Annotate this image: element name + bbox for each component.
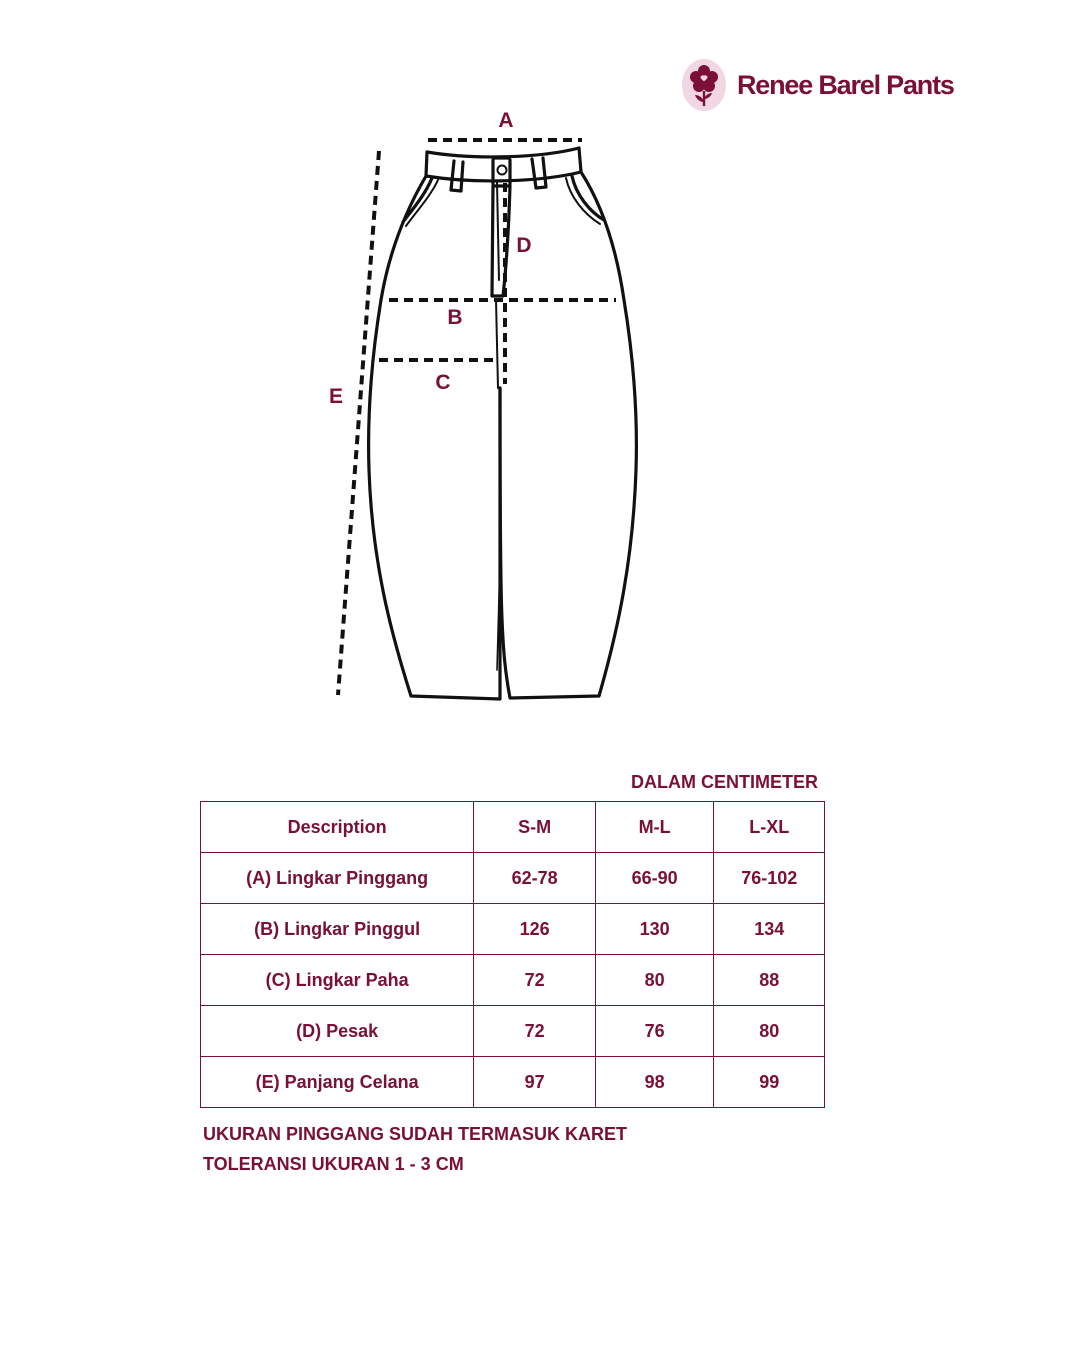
label-c: C bbox=[435, 371, 451, 394]
row-description: (B) Lingkar Pinggul bbox=[201, 904, 474, 955]
table-row bbox=[201, 853, 825, 904]
label-d: D bbox=[516, 234, 532, 257]
note-waist-elastic: UKURAN PINGGANG SUDAH TERMASUK KARET bbox=[203, 1124, 628, 1144]
table-row bbox=[201, 1006, 825, 1057]
row-value: 72 bbox=[474, 1006, 596, 1057]
row-value: 66-90 bbox=[595, 853, 714, 904]
row-value: 98 bbox=[595, 1057, 714, 1108]
pants-outline-left bbox=[369, 152, 500, 699]
header-size-sm: S-M bbox=[474, 802, 596, 853]
table-row bbox=[201, 904, 825, 955]
pants-outline-right bbox=[500, 148, 636, 698]
header-size-lxl: L-XL bbox=[714, 802, 825, 853]
note-tolerance: TOLERANSI UKURAN 1 - 3 CM bbox=[203, 1154, 464, 1174]
unit-note: DALAM CENTIMETER bbox=[631, 772, 818, 792]
row-value: 76-102 bbox=[714, 853, 825, 904]
table-header-row bbox=[201, 802, 825, 853]
header-description: Description bbox=[201, 802, 474, 853]
label-b: B bbox=[447, 306, 463, 329]
row-value: 72 bbox=[474, 955, 596, 1006]
row-description: (A) Lingkar Pinggang bbox=[201, 853, 474, 904]
label-a: A bbox=[498, 109, 514, 132]
row-value: 80 bbox=[714, 1006, 825, 1057]
header-size-ml: M-L bbox=[595, 802, 714, 853]
row-value: 76 bbox=[595, 1006, 714, 1057]
row-description: (C) Lingkar Paha bbox=[201, 955, 474, 1006]
row-value: 130 bbox=[595, 904, 714, 955]
row-value: 88 bbox=[714, 955, 825, 1006]
row-value: 126 bbox=[474, 904, 596, 955]
label-e: E bbox=[328, 385, 344, 408]
row-value: 62-78 bbox=[474, 853, 596, 904]
row-value: 99 bbox=[714, 1057, 825, 1108]
table-row bbox=[201, 955, 825, 1006]
row-description: (E) Panjang Celana bbox=[201, 1057, 474, 1108]
measure-line-e bbox=[338, 151, 379, 695]
row-value: 97 bbox=[474, 1057, 596, 1108]
table-row bbox=[201, 1057, 825, 1108]
row-value: 134 bbox=[714, 904, 825, 955]
brand-name: Renee Barel Pants bbox=[737, 69, 954, 100]
waistband bbox=[427, 148, 579, 157]
row-description: (D) Pesak bbox=[201, 1006, 474, 1057]
row-value: 80 bbox=[595, 955, 714, 1006]
size-table bbox=[200, 801, 825, 1108]
